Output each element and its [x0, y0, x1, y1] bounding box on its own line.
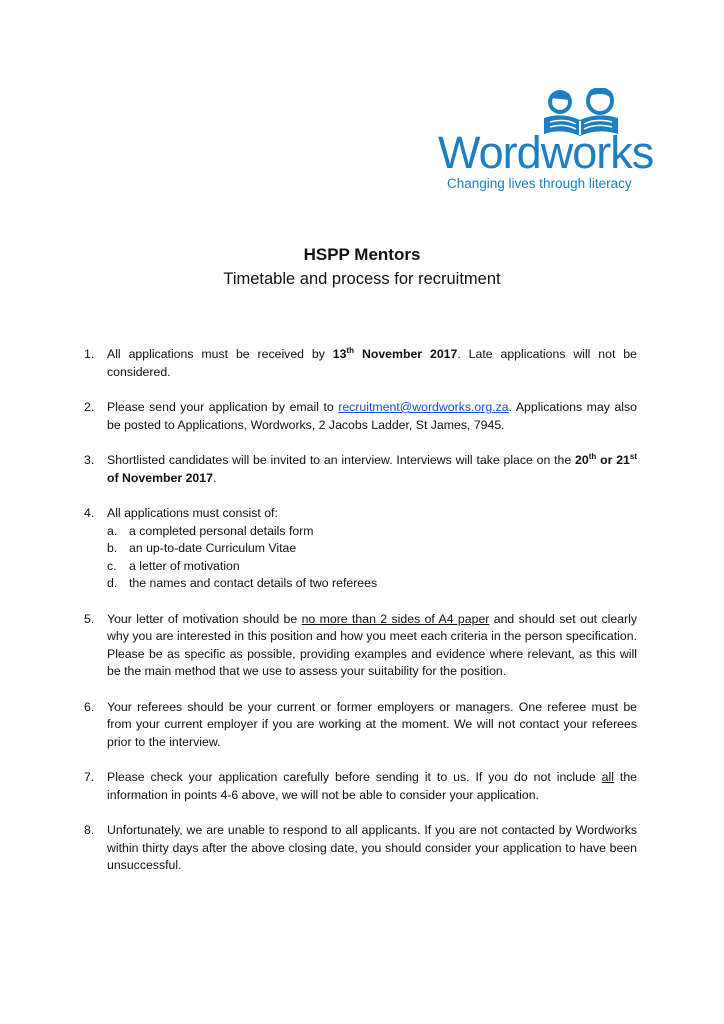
item-text — [107, 769, 637, 804]
recruitment-steps-list — [0, 346, 724, 893]
list-item-2 — [0, 399, 724, 434]
ordinal-suffix: st — [629, 451, 637, 461]
sub-item-d — [0, 575, 724, 593]
item-number: 2. — [84, 400, 95, 414]
text-run: 21 — [616, 453, 630, 467]
item-number: 5. — [84, 611, 95, 626]
text-run: 20 — [575, 453, 589, 467]
text-run: Your letter of motivation should be — [107, 611, 302, 626]
sub-item-text: the names and contact details of two referees — [129, 576, 378, 590]
sub-item-a — [0, 523, 724, 541]
item-number: 6. — [84, 699, 95, 714]
text-run: Please check your application carefully before sending it to us. If you do not include — [107, 770, 602, 784]
item-number: 3. — [84, 453, 95, 467]
item-text: All applications must consist of: — [107, 506, 278, 520]
list-item-4 — [0, 505, 724, 593]
page-limit-note: no more than 2 sides of A4 paper — [301, 611, 490, 626]
ordinal-suffix: th — [346, 345, 355, 355]
wordworks-logo — [438, 88, 660, 198]
emphasis-all: all — [601, 770, 614, 784]
sub-item-letter: d. — [107, 576, 118, 590]
item-text — [107, 399, 637, 434]
sub-item-letter: b. — [107, 541, 118, 555]
sub-item-text: an up-to-date Curriculum Vitae — [129, 541, 297, 555]
item-text — [107, 346, 637, 381]
page-subtitle: Timetable and process for recruitment — [223, 270, 501, 288]
item-number: 4. — [84, 506, 95, 520]
list-item-7 — [0, 769, 724, 804]
item-text — [107, 452, 637, 487]
logo-wordmark: Wordworks — [438, 127, 654, 178]
text-run: Shortlisted candidates will be invited to an interview. Interviews will take place on the — [107, 453, 576, 467]
text-run: November 2017 — [354, 347, 458, 361]
logo-tagline: Changing lives through literacy — [447, 176, 632, 191]
text-run: . — [212, 470, 217, 485]
sub-item-c — [0, 558, 724, 576]
sub-item-text: a letter of motivation — [129, 558, 240, 573]
item-number: 1. — [84, 347, 95, 361]
recruitment-email-link[interactable]: recruitment@wordworks.org.za — [338, 400, 509, 414]
sub-item-letter: c. — [107, 558, 117, 573]
sub-item-text: a completed personal details form — [129, 523, 314, 538]
sub-item-b — [0, 540, 724, 558]
item-text: Your referees should be your current or former employers or managers. One referee must be from your current employer if you are working at the moment. We will not contact your referees prior to the interview. — [107, 699, 637, 749]
text-run: . Applications may also be posted to Applications, Wordworks, 2 Jacobs Ladder, St James, 7945. — [107, 400, 637, 432]
item-number: 8. — [84, 823, 95, 837]
text-run: All applications must be received by — [107, 347, 333, 361]
text-run: or — [596, 453, 617, 467]
item-text: Unfortunately, we are unable to respond to all applicants. If you are not contacted by Wordworks within thirty days after the above closing date, you should consider your application to have been unsuccessful. — [107, 823, 637, 872]
text-run: of November 2017 — [107, 470, 213, 485]
list-item-8 — [0, 822, 724, 875]
ordinal-suffix: th — [588, 451, 597, 461]
sub-item-letter: a. — [107, 523, 118, 538]
list-item-5 — [0, 611, 724, 681]
list-item-1 — [0, 346, 724, 381]
item-text — [107, 611, 637, 681]
text-run: and should set out clearly why you are interested in this position and how you meet each criteria in the person specification. Please be as specific as possible, providing examples and evidence where relevant, as this will be the main method that we use to assess your suitability for the position. — [107, 611, 637, 678]
text-run: 13 — [332, 347, 347, 361]
text-run: Please send your application by email to — [107, 400, 339, 414]
closing-date — [333, 347, 458, 361]
list-item-6 — [0, 699, 724, 752]
item-number: 7. — [84, 770, 95, 784]
page-title: HSPP Mentors — [303, 245, 421, 264]
text-run: the information in points 4-6 above, we will not be able to consider your application. — [107, 770, 637, 802]
text-run: . Late applications will not be considered. — [107, 347, 637, 379]
list-item-3 — [0, 452, 724, 487]
